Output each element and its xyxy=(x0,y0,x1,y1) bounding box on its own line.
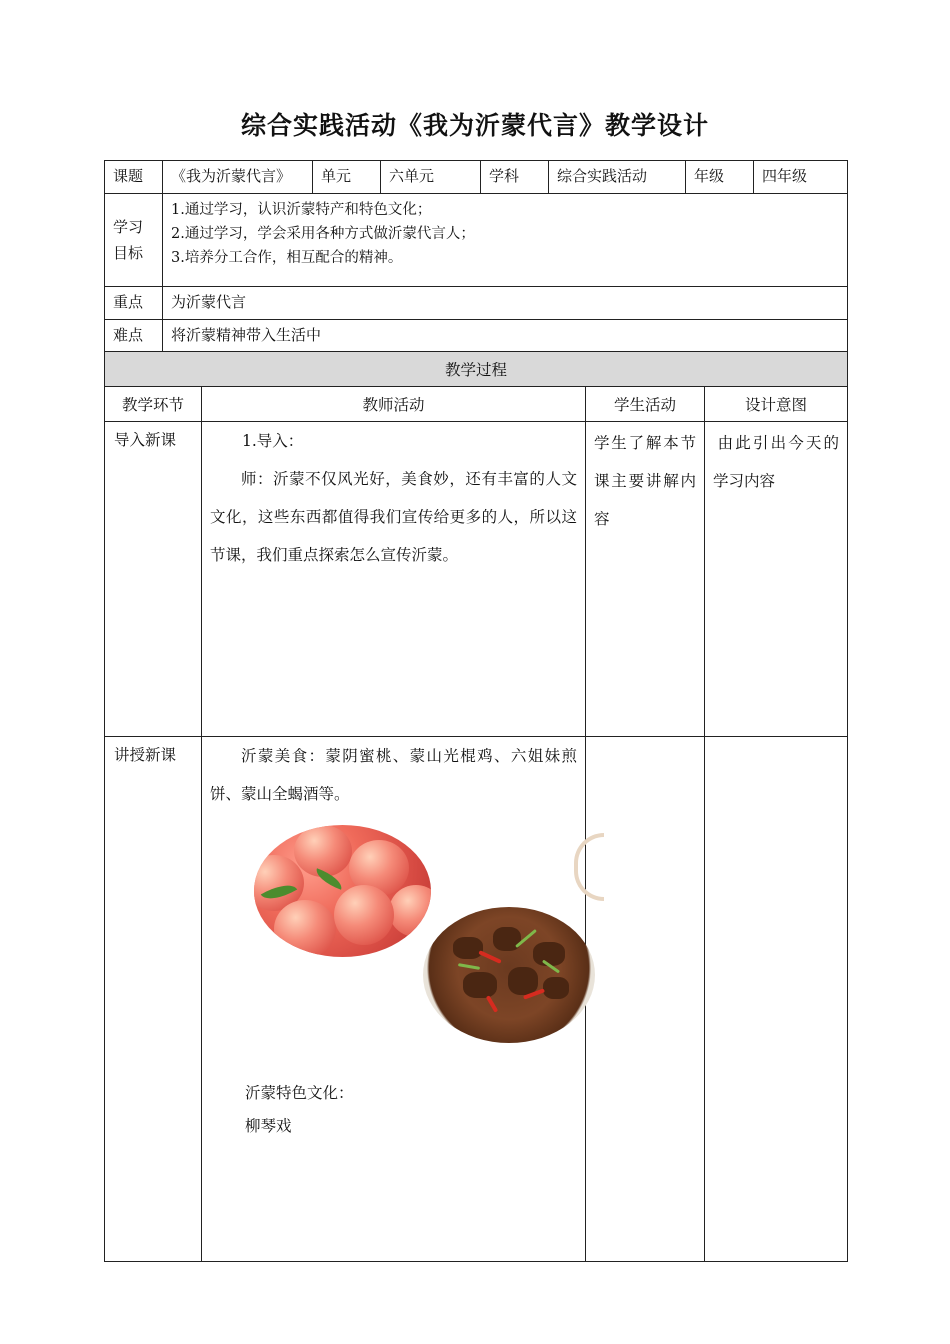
topic-value: 《我为沂蒙代言》 xyxy=(163,161,313,194)
culture-heading: 沂蒙特色文化： xyxy=(245,1084,354,1102)
peach-photo xyxy=(254,825,431,957)
intro-heading: 1.导入： xyxy=(242,432,304,450)
intent-new xyxy=(705,737,848,1262)
topic-label: 课题 xyxy=(105,161,163,194)
info-table xyxy=(104,160,848,353)
header-intent: 设计意图 xyxy=(705,387,848,422)
info-row-focus xyxy=(105,287,848,320)
goal-item: 1.通过学习，认识沂蒙特产和特色文化； xyxy=(171,202,432,218)
intent-intro: 由此引出今天的学习内容 xyxy=(705,422,848,737)
goals-list xyxy=(163,194,848,287)
teacher-activity-new xyxy=(202,737,586,1262)
header-student: 学生活动 xyxy=(586,387,705,422)
process-table xyxy=(104,351,848,1262)
student-activity-new xyxy=(586,737,705,1262)
page-title: 综合实践活动《我为沂蒙代言》教学设计 xyxy=(240,111,709,140)
info-row-goals xyxy=(105,194,848,287)
food-text: 沂蒙美食：蒙阴蜜桃、蒙山光棍鸡、六姐妹煎饼、蒙山全蝎酒等。 xyxy=(210,747,577,803)
intro-text: 师：沂蒙不仅风光好，美食妙，还有丰富的人文文化，这些东西都值得我们宣传给更多的人，所以这节课，我们重点探索怎么宣传沂蒙。 xyxy=(210,470,577,564)
info-row-difficulty xyxy=(105,320,848,353)
difficulty-label: 难点 xyxy=(105,320,163,353)
process-header-row xyxy=(105,387,848,422)
subject-value: 综合实践活动 xyxy=(549,161,686,194)
header-stage: 教学环节 xyxy=(105,387,202,422)
header-teacher: 教师活动 xyxy=(202,387,586,422)
subject-label: 学科 xyxy=(481,161,549,194)
chicken-photo xyxy=(423,907,595,1043)
process-row-intro xyxy=(105,422,848,737)
info-row-topic xyxy=(105,161,848,194)
teacher-activity-intro xyxy=(202,422,586,737)
student-activity-intro: 学生了解本节课主要讲解内容 xyxy=(586,422,705,737)
plate-edge xyxy=(574,833,604,901)
culture-item: 柳琴戏 xyxy=(245,1117,292,1135)
goal-item: 3.培养分工合作，相互配合的精神。 xyxy=(171,250,403,266)
goal-item: 2.通过学习，学会采用各种方式做沂蒙代言人； xyxy=(171,226,475,242)
stage-intro: 导入新课 xyxy=(105,422,202,737)
difficulty-value: 将沂蒙精神带入生活中 xyxy=(163,320,848,353)
goals-label-line: 目标 xyxy=(113,244,144,262)
food-photos xyxy=(210,815,577,1077)
unit-label: 单元 xyxy=(313,161,381,194)
focus-value: 为沂蒙代言 xyxy=(163,287,848,320)
process-row-new xyxy=(105,737,848,1262)
grade-value: 四年级 xyxy=(754,161,848,194)
stage-new: 讲授新课 xyxy=(105,737,202,1262)
process-band: 教学过程 xyxy=(105,352,848,387)
focus-label: 重点 xyxy=(105,287,163,320)
goals-label xyxy=(105,194,163,287)
goals-label-line: 学习 xyxy=(113,218,144,236)
unit-value: 六单元 xyxy=(381,161,481,194)
grade-label: 年级 xyxy=(686,161,754,194)
